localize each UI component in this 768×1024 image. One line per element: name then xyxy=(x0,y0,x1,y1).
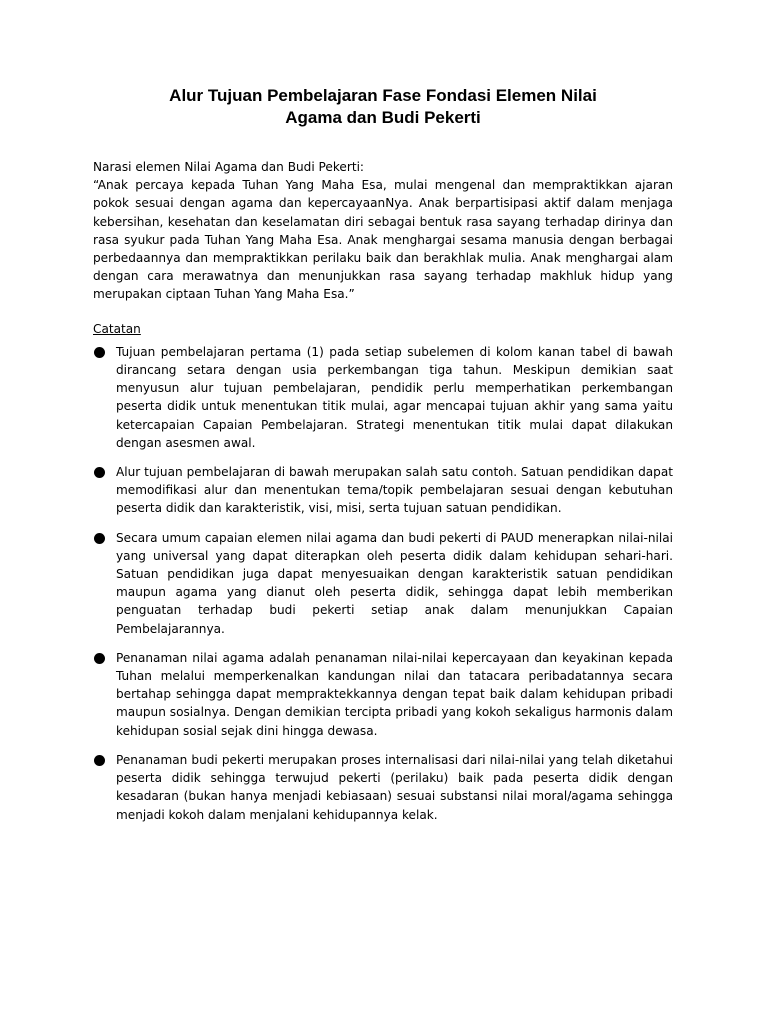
title-line-2: Agama dan Budi Pekerti xyxy=(285,108,481,127)
note-item xyxy=(93,529,673,638)
title-line-1: Alur Tujuan Pembelajaran Fase Fondasi Elemen Nilai xyxy=(169,86,597,105)
bullet-icon xyxy=(94,755,105,766)
document-body xyxy=(93,158,673,824)
note-text: Alur tujuan pembelajaran di bawah merupakan salah satu contoh. Satuan pendidikan dapat memodifikasi alur dan menentukan tema/topik pembelajaran sesuai dengan kebutuhan peserta didik dan karakteristik, visi, misi, serta tujuan satuan pendidikan. xyxy=(116,465,673,516)
narasi-label: Narasi elemen Nilai Agama dan Budi Pekerti: xyxy=(93,160,364,174)
bullet-icon xyxy=(94,533,105,544)
bullet-icon xyxy=(94,653,105,664)
bullet-icon xyxy=(94,347,105,358)
note-text: Secara umum capaian elemen nilai agama dan budi pekerti di PAUD menerapkan nilai-nilai yang universal yang dapat diterapkan oleh peserta didik dalam kehidupan sehari-hari. Satuan pendidikan juga dapat menyesuaikan dengan karakteristik satuan pendidikan maupun agama yang dianut oleh peserta didik, sehingga dapat lebih memberikan penguatan terhadap budi pekerti setiap anak dalam menunjukkan Capaian Pembelajarannya. xyxy=(116,530,673,636)
note-text: Penanaman budi pekerti merupakan proses internalisasi dari nilai-nilai yang telah diketahui peserta didik sehingga terwujud pekerti (perilaku) baik pada peserta didik dengan kesadaran (bukan hanya menjadi kebiasaan) sesuai substansi nilai moral/agama sehingga menjadi kokoh dalam menjalani kehidupannya kelak. xyxy=(116,752,673,822)
note-item xyxy=(93,463,673,518)
bullet-icon xyxy=(94,467,105,478)
note-item xyxy=(93,751,673,824)
note-item xyxy=(93,649,673,740)
note-text: Tujuan pembelajaran pertama (1) pada setiap subelemen di kolom kanan tabel di bawah dirancang setara dengan usia perkembangan tiga tahun. Meskipun demikian saat menyusun alur tujuan pembelajaran, pendidik perlu memperhatikan perkembangan peserta didik untuk menentukan titik mulai, agar mencapai tujuan akhir yang sama yaitu ketercapaian Capaian Pembelajaran. Strategi menentukan titik mulai dapat dilakukan dengan asesmen awal. xyxy=(116,344,673,450)
catatan-heading: Catatan xyxy=(93,321,141,336)
narasi-quote: “Anak percaya kepada Tuhan Yang Maha Esa, mulai mengenal dan mempraktikkan ajaran pokok sesuai dengan agama dan kepercayaanNya. Anak berpartisipasi aktif dalam menjaga kebersihan, kesehatan dan keselamatan diri sebagai bentuk rasa sayang terhadap dirinya dan rasa syukur pada Tuhan Yang Maha Esa. Anak menghargai sesama manusia dengan berbagai perbedaannya dan mempraktikkan perilaku baik dan berakhlak mulia. Anak menghargai alam dengan cara merawatnya dan menunjukkan rasa sayang terhadap makhluk hidup yang merupakan ciptaan Tuhan Yang Maha Esa.” xyxy=(93,178,673,302)
note-item xyxy=(93,343,673,452)
notes-list xyxy=(93,343,673,824)
note-text: Penanaman nilai agama adalah penanaman nilai-nilai kepercayaan dan keyakinan kepada Tuhan melalui memperkenalkan kandungan nilai dan tatacara peribadatannya secara bertahap sehingga dapat mempraktekkannya dengan tepat baik dalam kehidupan pribadi maupun sosialnya. Dengan demikian tercipta pribadi yang kokoh sekaligus harmonis dalam kehidupan sosial sejak dini hingga dewasa. xyxy=(116,650,673,738)
document-title xyxy=(93,85,673,129)
document-page xyxy=(93,85,673,835)
